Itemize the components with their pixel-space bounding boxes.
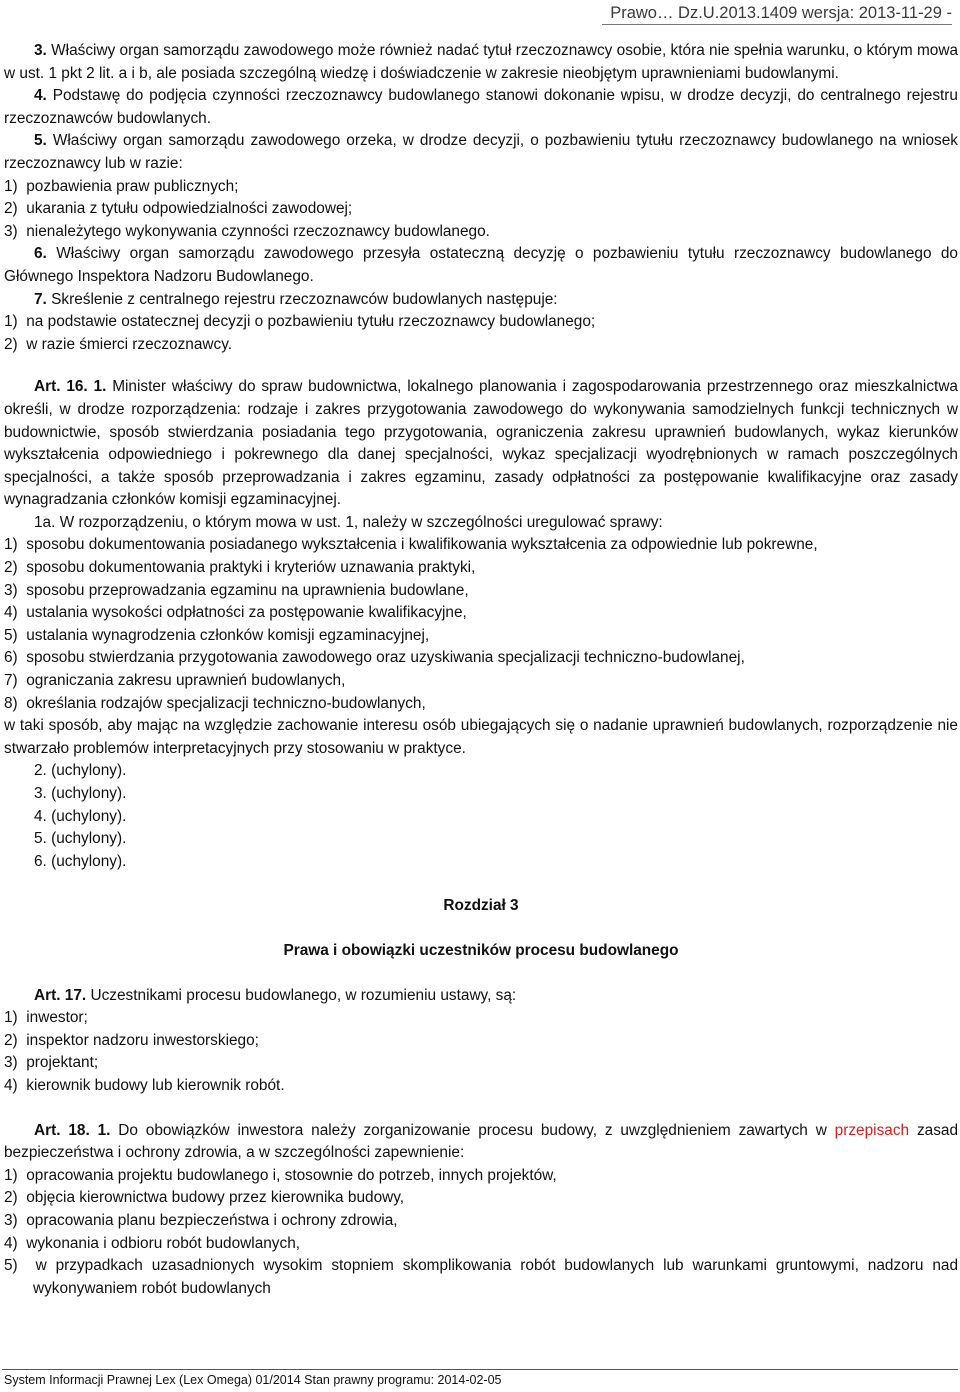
list-item: 6) sposobu stwierdzania przygotowania zawodowego oraz uzyskiwania specjalizacji techniczno-budowlanej,: [4, 649, 745, 667]
list-item: 3) nienależytego wykonywania czynności rzeczoznawcy budowlanego.: [4, 222, 490, 240]
list-item: 2) objęcia kierownictwa budowy przez kierownika budowy,: [4, 1189, 405, 1207]
list-item: 1) sposobu dokumentowania posiadanego wykształcenia i kwalifikowania wykształcenia za odpowiednie lub pokrewne,: [4, 536, 818, 554]
par-text: zasad bezpieczeństwa i ochrony zdrowia, a w szczególności zapewnienie:: [4, 1121, 959, 1162]
list-item: 3) sposobu przeprowadzania egzaminu na uprawnienia budowlane,: [4, 581, 469, 599]
list-item: 5) w przypadkach uzasadnionych wysokim stopniem skomplikowania robót budowlanych lub warunkami gruntowymi, nadzoru nad wykonywaniem robót budowlanych: [4, 1257, 958, 1297]
repealed-par: 2. (uchylony).: [34, 762, 127, 780]
list-item: 1) inwestor;: [4, 1009, 88, 1027]
list-item: 2) inspektor nadzoru inwestorskiego;: [4, 1031, 259, 1049]
art16-par1: [4, 376, 958, 512]
art15-par7: [4, 289, 958, 312]
par-number: 1.: [93, 378, 107, 396]
spacer: [4, 356, 958, 376]
art15-par6: [4, 243, 958, 288]
list-item: 3) projektant;: [4, 1054, 99, 1072]
list-item: 1) pozbawienia praw publicznych;: [4, 177, 239, 195]
article-label: Art. 17.: [34, 986, 87, 1004]
list-item: 4) wykonania i odbioru robót budowlanych,: [4, 1234, 301, 1252]
document-body: [4, 40, 958, 1300]
par-text: Skreślenie z centralnego rejestru rzeczoznawców budowlanych następuje:: [51, 290, 558, 308]
list-item: 1) opracowania projektu budowlanego i, stosownie do potrzeb, innych projektów,: [4, 1166, 557, 1184]
chapter-title: Prawa i obowiązki uczestników procesu budowlanego: [283, 941, 679, 959]
par-number: 6.: [34, 245, 47, 263]
list-item: 7) ograniczania zakresu uprawnień budowlanych,: [4, 672, 346, 690]
par-text: Uczestnikami procesu budowlanego, w rozumieniu ustawy, są:: [90, 986, 517, 1004]
par-number: 3.: [34, 42, 47, 59]
page-footer: System Informacji Prawnej Lex (Lex Omega) 01/2014 Stan prawny programu: 2014-02-05: [2, 1369, 958, 1390]
par-number: 4.: [34, 87, 47, 105]
art18-par1: [4, 1120, 958, 1165]
repealed-par: 6. (uchylony).: [34, 852, 127, 870]
par-number: 5.: [34, 132, 47, 150]
repealed-par: 3. (uchylony).: [34, 785, 127, 802]
par-number: 1.: [97, 1121, 111, 1139]
list-item: 2) sposobu dokumentowania praktyki i kryteriów uznawania praktyki,: [4, 559, 476, 577]
par-text: Właściwy organ samorządu zawodowego przesyła ostateczną decyzję o pozbawieniu tytułu rzeczoznawcy budowlanego do Głównego Inspektora Nadzoru Budowlanego.: [4, 245, 958, 285]
spacer: [4, 963, 958, 985]
list-item: 5) ustalania wynagrodzenia członków komisji egzaminacyjnej,: [4, 626, 430, 644]
list-item: 2) ukarania z tytułu odpowiedzialności zawodowej;: [4, 200, 353, 218]
spacer: [4, 873, 958, 895]
art15-par3: [4, 40, 958, 85]
art16-par1a: 1a. W rozporządzeniu, o którym mowa w ust. 1, należy w szczególności uregulować sprawy:: [34, 513, 663, 531]
art15-par4: [4, 85, 958, 130]
list-item: 4) kierownik budowy lub kierownik robót.: [4, 1076, 285, 1094]
par-text: Do obowiązków inwestora należy zorganizowanie procesu budowy, z uwzględnieniem zawartych w: [118, 1121, 827, 1139]
list-item: 8) określania rodzajów specjalizacji techniczno-budowlanych,: [4, 694, 426, 712]
par-text: Minister właściwy do spraw budownictwa, lokalnego planowania i zagospodarowania przestrzennego oraz mieszkalnictwa określi, w drodze rozporządzenia: rodzaje i zakres przygotowania zawodowego do wykonywania samodzielnych funkcji technicznych w budownictwie, sposób stwierdzania posiadania tego przygotowania, ograniczenia zakresu uprawnień budowlanych, wykaz kierunków wykształcenia odpowiedniego i pokrewnego dla danej specjalności, wykaz specjalizacji wyodrębnionych w ramach poszczególnych specjalności, a także sposób przeprowadzania i zakres egzaminu, zasady odpłatności za postępowanie kwalifikacyjne oraz zasady wynagradzania członków komisji egzaminacyjnej.: [4, 378, 958, 509]
list-item: 4) ustalania wysokości odpłatności za postępowanie kwalifikacyjne,: [4, 604, 467, 622]
article-label: Art. 16.: [34, 378, 88, 396]
repealed-par: 5. (uchylony).: [34, 830, 127, 848]
page-header: Prawo… Dz.U.2013.1409 wersja: 2013-11-29 -: [602, 2, 952, 25]
art15-par5: [4, 130, 958, 175]
repealed-par: 4. (uchylony).: [34, 807, 127, 825]
par-text: Podstawę do podjęcia czynności rzeczoznawcy budowlanego stanowi dokonanie wpisu, w drodze decyzji, do centralnego rejestru rzeczoznawców budowlanych.: [4, 87, 958, 127]
spacer: [4, 918, 958, 940]
przepisach-link[interactable]: przepisach: [834, 1121, 910, 1139]
par-text: Właściwy organ samorządu zawodowego orzeka, w drodze decyzji, o pozbawieniu tytułu rzeczoznawcy budowlanego na wniosek rzeczoznawcy lub w razie:: [4, 132, 958, 172]
par-text: Właściwy organ samorządu zawodowego może również nadać tytuł rzeczoznawcy osobie, która nie spełnia warunku, o którym mowa w ust. 1 pkt 2 lit. a i b, ale posiada szczególną wiedzę i doświadczenie w zakresie nieobjętym uprawnieniami budowlanymi.: [4, 42, 959, 82]
list-item: 3) opracowania planu bezpieczeństwa i ochrony zdrowia,: [4, 1211, 398, 1229]
list-item: 1) na podstawie ostatecznej decyzji o pozbawieniu tytułu rzeczoznawcy budowlanego;: [4, 313, 596, 331]
par-number: 7.: [34, 290, 47, 308]
chapter-number: Rozdział 3: [443, 897, 519, 915]
spacer: [4, 1098, 958, 1120]
article-label: Art. 18.: [34, 1121, 90, 1139]
art16-closing: w taki sposób, aby mając na względzie zachowanie interesu osób ubiegających się o nadanie uprawnień budowlanych, rozporządzenie nie stwarzało problemów interpretacyjnych przy stosowaniu w praktyce.: [4, 717, 958, 757]
art17-intro: [4, 985, 958, 1008]
list-item: 2) w razie śmierci rzeczoznawcy.: [4, 335, 233, 353]
